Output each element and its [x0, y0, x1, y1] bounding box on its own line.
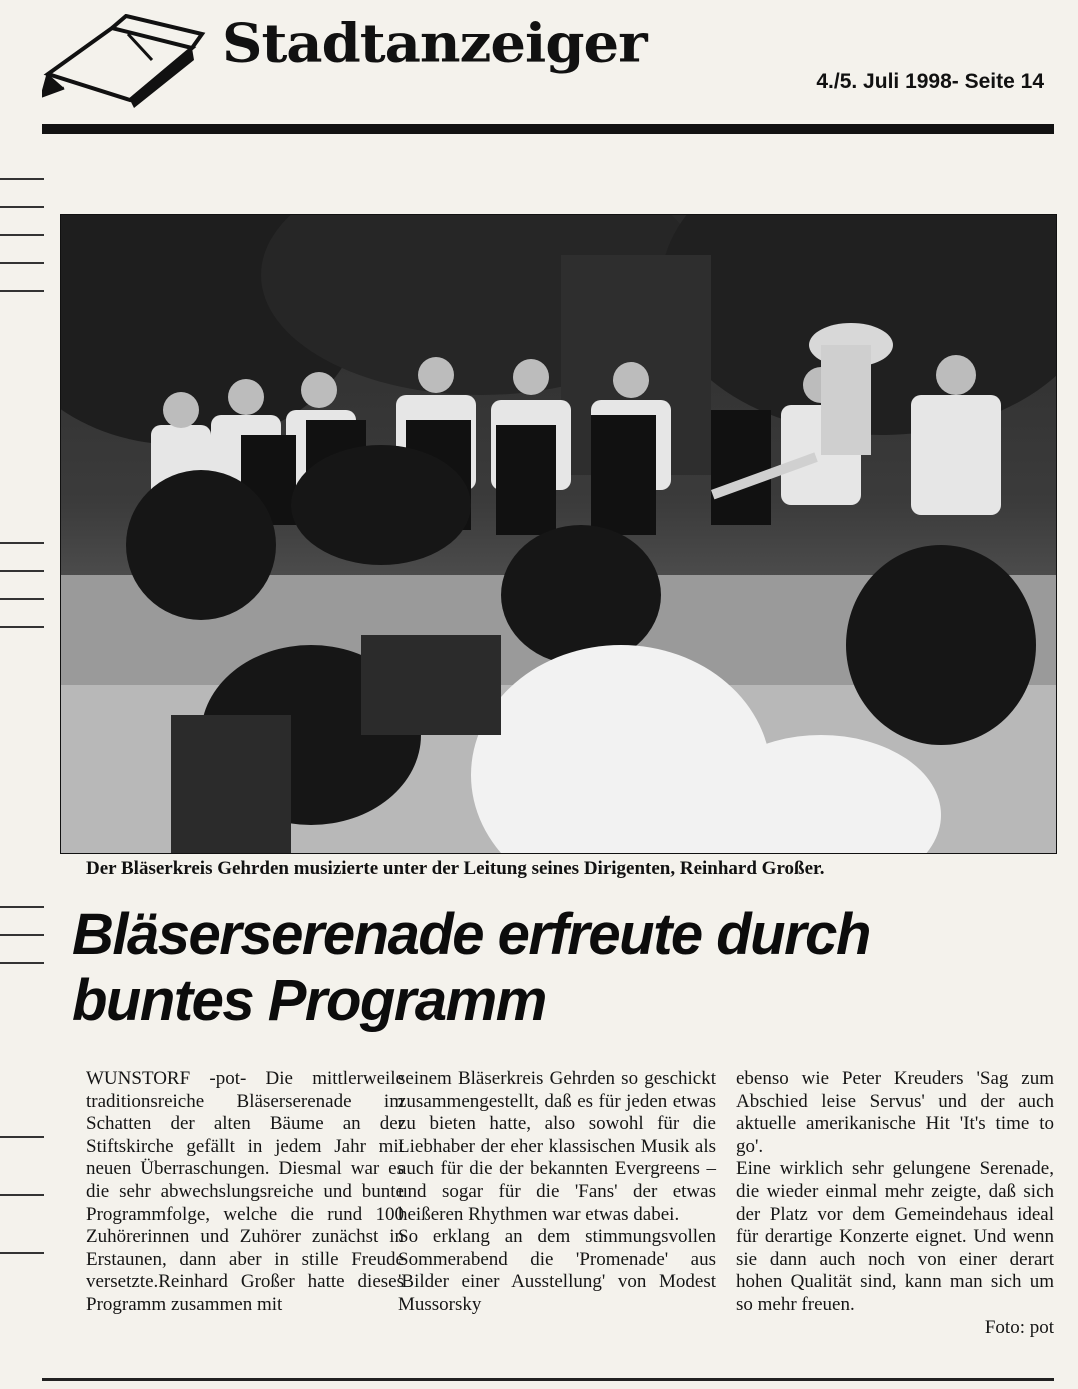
margin-tick	[0, 206, 44, 208]
bottom-rule	[42, 1378, 1054, 1381]
newspaper-logo-icon	[42, 14, 212, 109]
margin-tick	[0, 178, 44, 180]
column-3-paragraph-2: Eine wirklich sehr gelungene Serenade, die wieder einmal mehr zeigte, daß sich der Platz vor dem Gemeindehaus ideal für derartige Konzerte eignet. Und wenn sie dann auch noch von einer derart hohen Qualität sind, kann man sich um so mehr freuen.	[736, 1158, 1054, 1315]
concert-photo	[60, 214, 1057, 854]
margin-tick	[0, 290, 44, 292]
masthead-title: Stadtanzeiger	[222, 12, 647, 75]
article-headline	[72, 902, 1052, 1034]
masthead-rule	[42, 124, 1054, 134]
headline-line-2: buntes Programm	[72, 968, 546, 1033]
column-1-text: WUNSTORF -pot- Die mittlerweile traditionsreiche Bläserserenade im Schatten der alten Bäume an der Stiftskirche gefällt in jedem Jahr mit neuen Überraschungen. Diesmal war es die sehr abwechslungsreiche und bunte Programmfolge, welche die rund 100 Zuhörerinnen und Zuhörer zunächst in Erstaunen, dann aber in stille Freude versetzte.Reinhard Großer hatte dieses Programm zusammen mit	[86, 1068, 404, 1315]
margin-tick	[0, 598, 44, 600]
issue-date: 4./5. Juli 1998- Seite 14	[816, 70, 1044, 93]
article-column-1	[86, 1068, 404, 1317]
margin-tick	[0, 962, 44, 964]
margin-tick	[0, 542, 44, 544]
margin-tick	[0, 262, 44, 264]
column-2-paragraph-2: So erklang an dem stimmungsvollen Sommerabend die 'Promenade' aus 'Bilder einer Ausstellung' von Modest Mussorsky	[398, 1226, 716, 1315]
margin-tick	[0, 1136, 44, 1138]
column-2-paragraph-1: seinem Bläserkreis Gehrden so geschickt zusammengestellt, daß es für jeden etwas zu bieten hatte, also sowohl für die Liebhaber der eher klassischen Musik als auch für die der bekannten Evergreens – und sogar für die 'Fans' der etwas heißeren Rhythmen war etwas dabei.	[398, 1068, 716, 1225]
margin-tick	[0, 934, 44, 936]
margin-tick	[0, 906, 44, 908]
headline-line-1: Bläserserenade erfreute durch	[72, 902, 870, 967]
photo-credit: Foto: pot	[984, 1316, 1054, 1338]
margin-tick	[0, 1194, 44, 1196]
margin-tick	[0, 234, 44, 236]
margin-tick	[0, 626, 44, 628]
margin-tick	[0, 570, 44, 572]
article-column-3	[736, 1068, 1054, 1339]
margin-tick	[0, 1252, 44, 1254]
photo-caption: Der Bläserkreis Gehrden musizierte unter der Leitung seines Dirigenten, Reinhard Großer.	[86, 858, 825, 879]
article-column-2	[398, 1068, 716, 1317]
column-3-paragraph-1: ebenso wie Peter Kreuders 'Sag zum Abschied leise Servus' und der auch aktuelle amerikanische Hit 'It's time to go'.	[736, 1068, 1054, 1157]
